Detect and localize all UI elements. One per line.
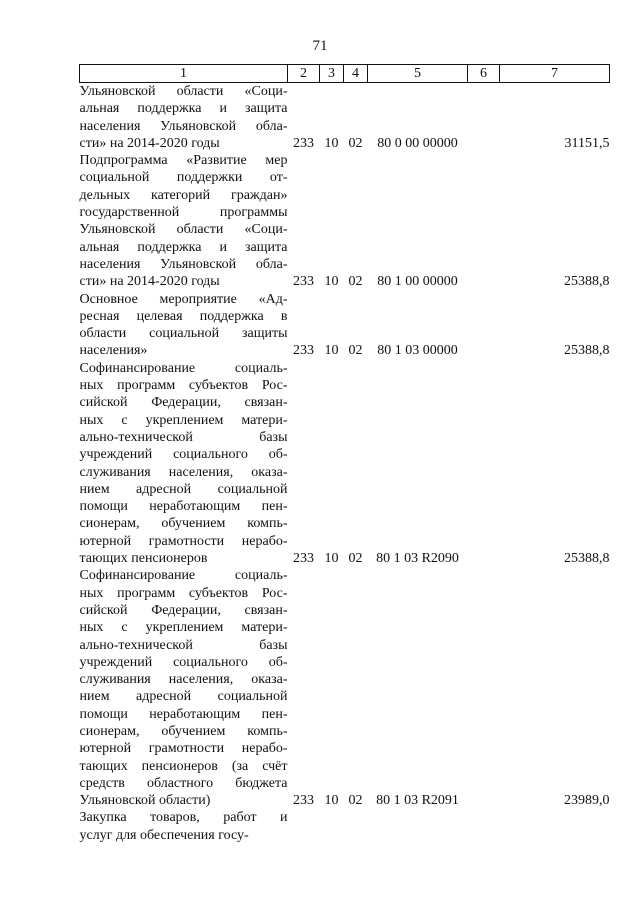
target-article-code — [368, 809, 468, 844]
description-line: альная поддержка и защита — [79, 239, 288, 255]
description-line: учреждений социального об- — [79, 654, 288, 670]
row-description — [80, 83, 288, 153]
amount-value: 25388,8 — [564, 343, 610, 359]
column-header: 7 — [500, 65, 610, 83]
description-line: населения» — [79, 343, 148, 359]
description-line: услуг для обеспечения госу- — [79, 827, 249, 843]
target-article-code: 80 1 00 00000 — [377, 274, 458, 290]
description-line: населения Ульяновской обла- — [79, 118, 288, 134]
description-line: помощи неработающим пен- — [79, 706, 288, 722]
amount-value: 31151,5 — [564, 135, 610, 151]
description-line: Закупка товаров, работ и — [79, 810, 288, 826]
chapter-code: 233 — [293, 551, 314, 567]
column-header: 4 — [344, 65, 368, 83]
column-header: 2 — [288, 65, 320, 83]
section-code: 10 — [324, 551, 339, 567]
description-line: Софинансирование социаль- — [79, 360, 288, 376]
description-line: служивания населения, оказа- — [79, 672, 288, 688]
description-line: ных программ субъектов Рос- — [79, 378, 288, 394]
row-description — [80, 567, 288, 809]
description-line: ных с укреплением матери- — [79, 412, 288, 428]
description-line: нием адресной социальной — [79, 481, 288, 497]
chapter-code: 233 — [293, 274, 314, 290]
description-line: сионерам, обучением компь- — [79, 723, 288, 739]
description-line: ально-технической базы — [79, 637, 288, 653]
target-article-code: 80 1 03 R2090 — [376, 551, 459, 567]
page-number: 71 — [312, 38, 328, 54]
description-line: альная поддержка и защита — [79, 101, 288, 117]
subsection-code: 02 — [348, 343, 363, 359]
budget-table — [79, 64, 610, 844]
subsection-code: 02 — [348, 551, 363, 567]
description-line: ных с укреплением матери- — [79, 620, 288, 636]
subsection-code: 02 — [348, 274, 363, 290]
expense-type-code — [468, 809, 500, 844]
column-header: 3 — [320, 65, 344, 83]
description-line: ресная целевая поддержка в — [79, 308, 288, 324]
table-row — [80, 83, 610, 153]
chapter-code: 233 — [293, 793, 314, 809]
column-header: 1 — [80, 65, 288, 83]
row-description — [80, 809, 288, 844]
row-description — [80, 360, 288, 568]
subsection-code — [344, 809, 368, 844]
description-line: Основное мероприятие «Ад- — [79, 291, 288, 307]
amount-value: 25388,8 — [564, 551, 610, 567]
table-row — [80, 360, 610, 568]
expense-type-code — [468, 83, 500, 153]
description-line: области социальной защиты — [79, 326, 288, 342]
target-article-code: 80 1 03 R2091 — [376, 793, 459, 809]
section-code — [320, 809, 344, 844]
description-line: Ульяновской области «Соци- — [79, 84, 288, 99]
description-line: сийской Федерации, связан- — [79, 602, 288, 618]
section-code: 10 — [324, 343, 339, 359]
description-line: дельных категорий граждан» — [79, 187, 288, 203]
expense-type-code — [468, 152, 500, 290]
table-row — [80, 291, 610, 360]
amount-value: 23989,0 — [564, 793, 610, 809]
column-header: 6 — [468, 65, 500, 83]
chapter-code: 233 — [293, 135, 314, 151]
expense-type-code — [468, 567, 500, 809]
description-line: Ульяновской области «Соци- — [79, 222, 288, 238]
description-line: помощи неработающим пен- — [79, 499, 288, 515]
row-description — [80, 152, 288, 290]
description-line: социальной поддержки от- — [79, 170, 288, 186]
section-code: 10 — [324, 274, 339, 290]
column-header: 5 — [368, 65, 468, 83]
description-line: ютерной грамотности нерабо- — [79, 741, 288, 757]
section-code: 10 — [324, 793, 339, 809]
expense-type-code — [468, 291, 500, 360]
amount-value: 25388,8 — [564, 274, 610, 290]
description-line: Ульяновской области) — [79, 793, 211, 809]
description-line: средств областного бюджета — [79, 775, 288, 791]
description-line: нием адресной социальной — [79, 689, 288, 705]
description-line: ных программ субъектов Рос- — [79, 585, 288, 601]
table-body — [80, 83, 610, 845]
description-line: населения Ульяновской обла- — [79, 256, 288, 272]
table-row — [80, 809, 610, 844]
subsection-code: 02 — [348, 135, 363, 151]
amount-value — [500, 809, 610, 844]
chapter-code — [288, 809, 320, 844]
description-line: тающих пенсионеров (за счёт — [79, 758, 288, 774]
table-row — [80, 567, 610, 809]
description-line: ально-технической базы — [79, 429, 288, 445]
section-code: 10 — [324, 135, 339, 151]
description-line: Софинансирование социаль- — [79, 568, 288, 584]
description-line: сийской Федерации, связан- — [79, 395, 288, 411]
table-row — [80, 152, 610, 290]
description-line: сионерам, обучением компь- — [79, 516, 288, 532]
expense-type-code — [468, 360, 500, 568]
description-line: учреждений социального об- — [79, 447, 288, 463]
description-line: государственной программы — [79, 205, 288, 221]
description-line: ютерной грамотности нерабо- — [79, 533, 288, 549]
description-line: сти» на 2014-2020 годы — [79, 135, 220, 151]
row-description — [80, 291, 288, 360]
description-line: Подпрограмма «Развитие мер — [79, 153, 288, 169]
subsection-code: 02 — [348, 793, 363, 809]
target-article-code: 80 1 03 00000 — [377, 343, 458, 359]
column-number-header-row — [80, 65, 610, 83]
chapter-code: 233 — [293, 343, 314, 359]
description-line: тающих пенсионеров — [79, 551, 208, 567]
description-line: служивания населения, оказа- — [79, 464, 288, 480]
target-article-code: 80 0 00 00000 — [377, 135, 458, 151]
description-line: сти» на 2014-2020 годы — [79, 274, 220, 290]
